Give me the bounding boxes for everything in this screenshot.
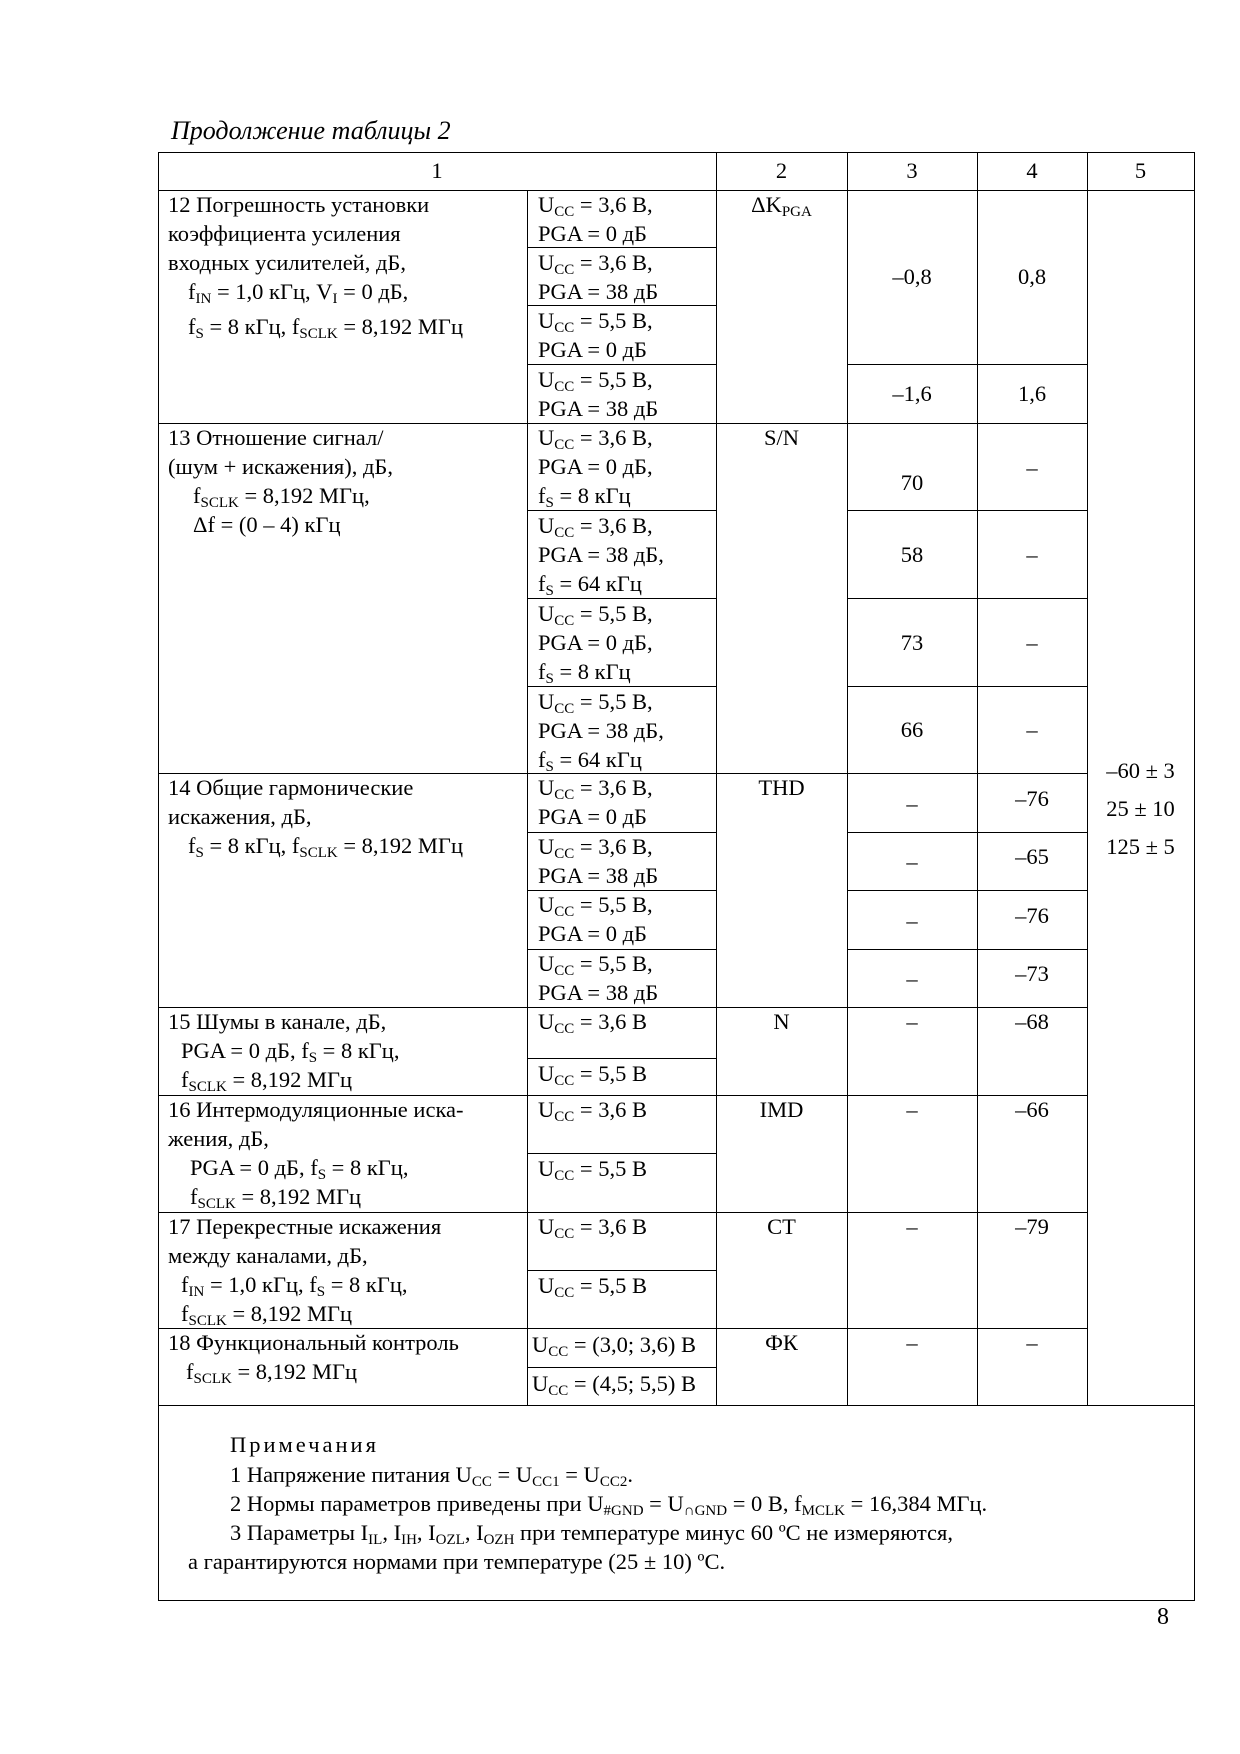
param-14: 14 Общие гармонические искажения, дБ, $f_S = 8$ кГц, $f_{SCLK} = 8,192$ МГц — [168, 775, 463, 861]
param-15: 15 Шумы в канале, дБ, PGA = 0 дБ, $f_S = 8$ кГц, $f_{SCLK} = 8,192$ МГц — [168, 1009, 400, 1095]
max-13-4: – — [1026, 717, 1038, 742]
mode-15-2: $U_{CC} = 5,5$ В — [538, 1061, 647, 1089]
min-14-1: – — [906, 791, 918, 816]
table-border-right — [1194, 152, 1195, 1601]
table-border-bottom — [158, 1600, 1195, 1601]
value-divider — [847, 510, 1088, 511]
min-16: – — [906, 1097, 918, 1122]
max-13-1: – — [1026, 455, 1038, 480]
page-number: 8 — [1157, 1604, 1169, 1630]
max-12-a: 0,8 — [1017, 264, 1047, 289]
max-13-3: – — [1026, 630, 1038, 655]
header-col-5: 5 — [1134, 158, 1147, 183]
temperature-values: –60 ± 3 25 ± 10 125 ± 5 — [1106, 758, 1175, 859]
header-col-1: 1 — [431, 158, 443, 183]
param-13: 13 Отношение сигнал/ (шум + искажения), дБ, $f_{SCLK} = 8,192$ МГц, Δf = (0 – 4) кГц — [168, 425, 393, 537]
symbol-12: $\Delta K_{PGA}$ — [751, 192, 812, 220]
mode-16-1: $U_{CC} = 3,6$ В — [538, 1097, 647, 1125]
min-12-a: –0,8 — [892, 264, 932, 289]
symbol-16: IMD — [759, 1097, 804, 1122]
mode-17-2: $U_{CC} = 5,5$ В — [538, 1273, 647, 1301]
mode-12-2: $U_{CC} = 3,6$ В, PGA = 38 дБ — [538, 250, 659, 304]
max-14-3: –76 — [1015, 903, 1049, 928]
note-1: 1 Напряжение питания $U_{CC} = U_{CC1} = U_{CC2}$. — [230, 1462, 633, 1490]
symbol-15: N — [773, 1009, 790, 1034]
parameters-table — [158, 152, 1195, 1601]
col-divider-1a — [527, 190, 528, 1405]
header-col-2: 2 — [775, 158, 788, 183]
note-3-continuation: а гарантируются нормами при температуре (25 ± 10) ºС. — [188, 1549, 726, 1574]
symbol-14: THD — [758, 775, 805, 800]
max-16: –66 — [1015, 1097, 1049, 1122]
param-16: 16 Интермодуляционные иска- жения, дБ, PGA = 0 дБ, $f_S = 8$ кГц, $f_{SCLK} = 8,192$ МГц — [168, 1097, 464, 1212]
mode-16-2: $U_{CC} = 5,5$ В — [538, 1156, 647, 1184]
min-14-4: – — [906, 966, 918, 991]
value-divider — [847, 949, 1088, 950]
mode-14-3: $U_{CC} = 5,5$ В, PGA = 0 дБ — [538, 892, 653, 946]
param-12: 12 Погрешность установки коэффициента усиления входных усилителей, дБ, $f_{IN} = 1,0$ кГц, $V_I = 0$ дБ, $f_S = 8$ кГц, $f_{SCLK} = 8,192$ МГц — [168, 192, 463, 342]
symbol-13: S/N — [763, 425, 799, 450]
symbol-18: ФК — [765, 1330, 798, 1355]
mode-18-2: $U_{CC} = (4,5$; 5,5) В — [532, 1371, 696, 1399]
value-divider — [847, 598, 1088, 599]
max-17: –79 — [1015, 1214, 1049, 1239]
symbol-17: CT — [767, 1214, 796, 1239]
mode-12-1: $U_{CC} = 3,6$ В, PGA = 0 дБ — [538, 192, 653, 246]
max-14-1: –76 — [1015, 786, 1049, 811]
min-17: – — [906, 1214, 918, 1239]
header-col-3: 3 — [906, 158, 918, 183]
table-caption: Продолжение таблицы 2 — [171, 116, 451, 145]
value-divider — [847, 686, 1088, 687]
table-border-left — [158, 152, 159, 1601]
mode-14-4: $U_{CC} = 5,5$ В, PGA = 38 дБ — [538, 951, 659, 1005]
mode-15-1: $U_{CC} = 3,6$ В — [538, 1009, 647, 1037]
param-17: 17 Перекрестные искажения между каналами, дБ, $f_{IN} = 1,0$ кГц, $f_S = 8$ кГц, $f_{SCLK} = 8,192$ МГц — [168, 1214, 442, 1329]
mode-17-1: $U_{CC} = 3,6$ В — [538, 1214, 647, 1242]
max-14-2: –65 — [1015, 844, 1049, 869]
max-15: –68 — [1015, 1009, 1049, 1034]
notes-divider — [158, 1405, 1195, 1406]
note-2: 2 Нормы параметров приведены при $U_{\#GND} = U_{\cap GND} = 0$ В, $f_{MCLK} = 16,384$ МГц. — [230, 1491, 988, 1519]
mode-14-1: $U_{CC} = 3,6$ В, PGA = 0 дБ — [538, 775, 653, 829]
mode-13-4: $U_{CC} = 5,5$ В, PGA = 38 дБ, $f_S = 64$ кГц — [538, 689, 664, 775]
min-13-3: 73 — [900, 630, 924, 655]
mode-12-3: $U_{CC} = 5,5$ В, PGA = 0 дБ — [538, 308, 653, 362]
notes-title: Примечания — [230, 1432, 379, 1457]
value-divider — [847, 364, 1088, 365]
max-14-4: –73 — [1015, 961, 1049, 986]
mode-14-2: $U_{CC} = 3,6$ В, PGA = 38 дБ — [538, 834, 659, 888]
min-13-2: 58 — [900, 542, 924, 567]
min-14-2: – — [906, 849, 918, 874]
table-border-top — [158, 152, 1195, 153]
min-12-b: –1,6 — [892, 381, 932, 406]
min-13-4: 66 — [900, 717, 924, 742]
mode-12-4: $U_{CC} = 5,5$ В, PGA = 38 дБ — [538, 367, 659, 421]
header-col-4: 4 — [1026, 158, 1038, 183]
max-18: – — [1026, 1330, 1038, 1355]
param-18: 18 Функциональный контроль $f_{SCLK} = 8,192$ МГц — [168, 1330, 459, 1387]
min-18: – — [906, 1330, 918, 1355]
mode-18-1: $U_{CC} = (3,0$; 3,6) В — [532, 1332, 696, 1360]
value-divider — [847, 890, 1088, 891]
mode-13-3: $U_{CC} = 5,5$ В, PGA = 0 дБ, $f_S = 8$ кГц — [538, 601, 653, 687]
max-13-2: – — [1026, 542, 1038, 567]
min-15: – — [906, 1009, 918, 1034]
note-3: 3 Параметры $I_{IL}$, $I_{IH}$, $I_{OZL}$, $I_{OZH}$ при температуре минус 60 ºС не измеряются, — [230, 1520, 953, 1548]
value-divider — [847, 832, 1088, 833]
min-13-1: 70 — [900, 470, 924, 495]
mode-13-2: $U_{CC} = 3,6$ В, PGA = 38 дБ, $f_S = 64$ кГц — [538, 513, 664, 599]
mode-13-1: $U_{CC} = 3,6$ В, PGA = 0 дБ, $f_S = 8$ кГц — [538, 425, 653, 511]
max-12-b: 1,6 — [1017, 381, 1047, 406]
min-14-3: – — [906, 908, 918, 933]
